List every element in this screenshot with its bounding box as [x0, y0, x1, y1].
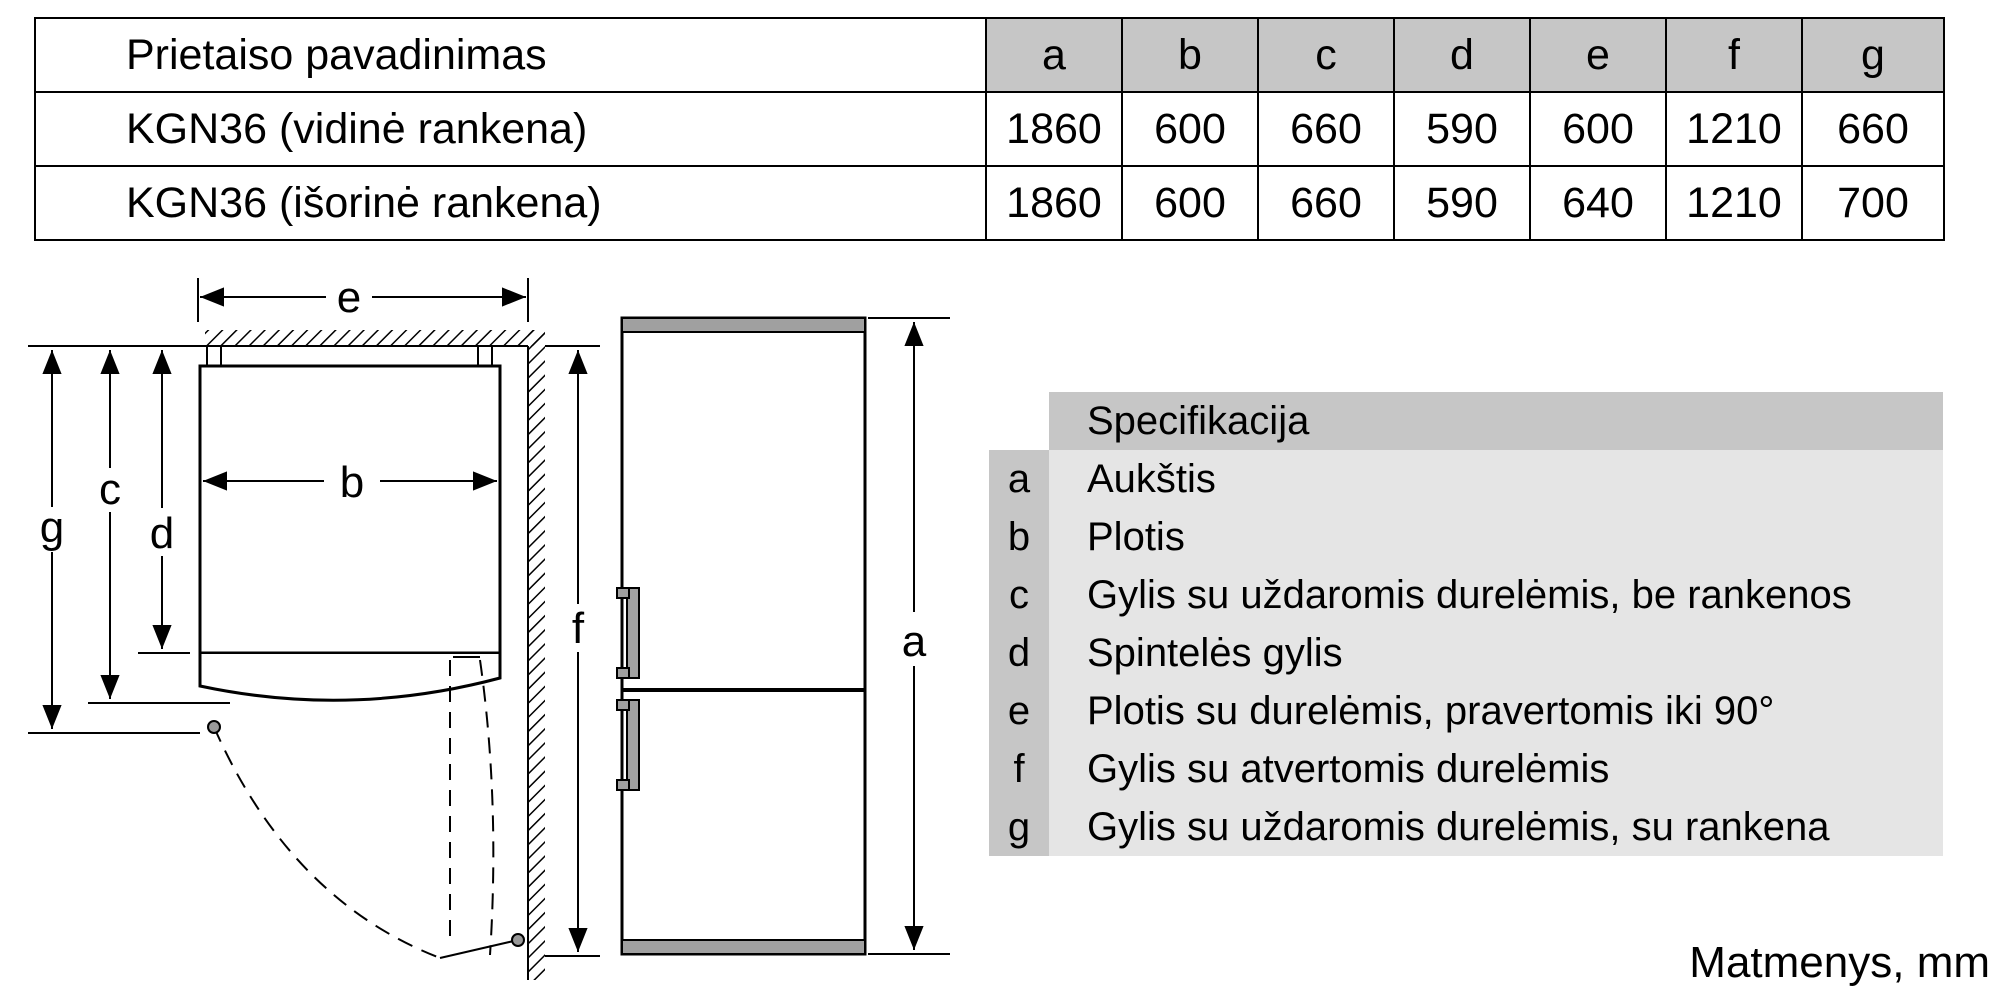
- value-cell: 590: [1394, 166, 1530, 240]
- dimension-label-f: f: [571, 604, 585, 653]
- value-cell: 660: [1258, 166, 1394, 240]
- list-item: [989, 450, 1943, 508]
- hinge-point: [208, 721, 220, 733]
- list-item: [989, 566, 1943, 624]
- spec-description: Aukštis: [1049, 450, 1943, 508]
- spec-key: c: [989, 566, 1049, 624]
- value-cell: 1860: [986, 92, 1122, 166]
- spec-description: Plotis su durelėmis, pravertomis iki 90°: [1049, 682, 1943, 740]
- cabinet-body: [200, 366, 500, 653]
- wall-side: [528, 330, 545, 980]
- column-header-d: d: [1394, 18, 1530, 92]
- value-cell: 700: [1802, 166, 1944, 240]
- value-cell: 590: [1394, 92, 1530, 166]
- value-cell: 660: [1802, 92, 1944, 166]
- value-cell: 1860: [986, 166, 1122, 240]
- spec-description: Plotis: [1049, 508, 1943, 566]
- spec-key: g: [989, 798, 1049, 856]
- dimension-label-d: d: [149, 509, 175, 558]
- spec-key: a: [989, 450, 1049, 508]
- specification-title: Specifikacija: [1049, 392, 1943, 450]
- specification-legend: [989, 392, 1943, 856]
- spec-description: Spintelės gylis: [1049, 624, 1943, 682]
- column-header-b: b: [1122, 18, 1258, 92]
- list-item: [989, 798, 1943, 856]
- dimension-label-c: c: [99, 465, 121, 514]
- column-header-a: a: [986, 18, 1122, 92]
- column-header-c: c: [1258, 18, 1394, 92]
- dimension-label-g: g: [39, 503, 65, 552]
- dimension-label-e: e: [336, 273, 362, 322]
- model-name-cell: KGN36 (vidinė rankena): [35, 92, 986, 166]
- spec-description: Gylis su uždaromis durelėmis, su rankena: [1049, 798, 1943, 856]
- value-cell: 1210: [1666, 92, 1802, 166]
- top-view-drawing: [28, 273, 600, 980]
- base-plinth: [622, 940, 865, 954]
- name-column-header: Prietaiso pavadinimas: [35, 18, 986, 92]
- value-cell: 660: [1258, 92, 1394, 166]
- top-cover: [622, 318, 865, 332]
- list-item: [989, 682, 1943, 740]
- column-header-f: f: [1666, 18, 1802, 92]
- spec-key: e: [989, 682, 1049, 740]
- wall-top: [205, 330, 545, 346]
- list-item: [989, 508, 1943, 566]
- column-header-e: e: [1530, 18, 1666, 92]
- handle-lower: [627, 700, 639, 790]
- dimension-label-b: b: [339, 458, 365, 507]
- value-cell: 600: [1530, 92, 1666, 166]
- dimension-label-a: a: [901, 617, 927, 666]
- list-item: [989, 624, 1943, 682]
- spec-key: d: [989, 624, 1049, 682]
- appliance-body: [622, 318, 865, 954]
- column-header-g: g: [1802, 18, 1944, 92]
- value-cell: 600: [1122, 92, 1258, 166]
- value-cell: 600: [1122, 166, 1258, 240]
- side-view-drawing: [617, 318, 950, 954]
- unit-caption: Matmenys, mm: [1689, 938, 1990, 987]
- hinge-point: [512, 934, 524, 946]
- model-name-cell: KGN36 (išorinė rankena): [35, 166, 986, 240]
- handle-upper: [627, 588, 639, 678]
- door-closed: [200, 653, 500, 700]
- spec-description: Gylis su atvertomis durelėmis: [1049, 740, 1943, 798]
- value-cell: 1210: [1666, 166, 1802, 240]
- spec-description: Gylis su uždaromis durelėmis, be rankenos: [1049, 566, 1943, 624]
- value-cell: 640: [1530, 166, 1666, 240]
- list-item: [989, 740, 1943, 798]
- spec-key: b: [989, 508, 1049, 566]
- spec-key: f: [989, 740, 1049, 798]
